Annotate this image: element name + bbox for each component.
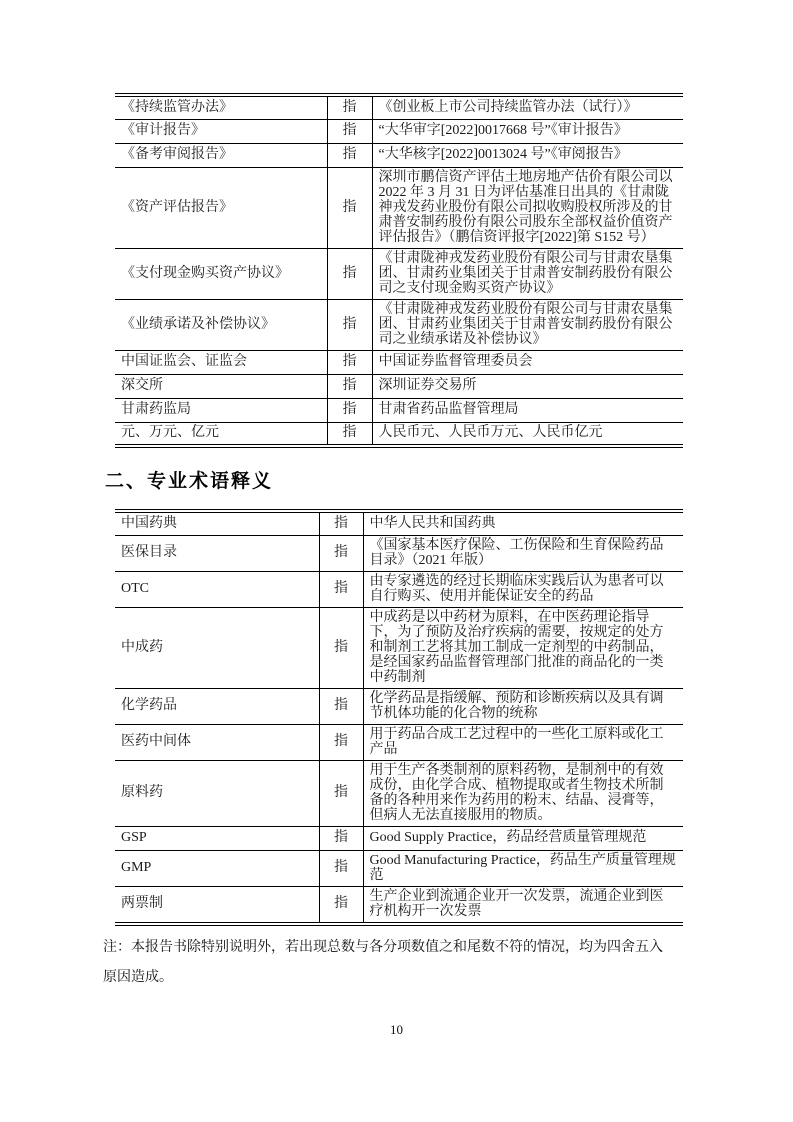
term-cell: 《资产评估报告》 xyxy=(115,167,327,248)
definition-cell: 用于药品合成工艺过程中的一些化工原料或化工产品 xyxy=(363,724,683,760)
term-row xyxy=(115,511,683,535)
definition-cell: 人民币元、人民币万元、人民币亿元 xyxy=(378,425,603,441)
definition-cell: 由专家遴选的经过长期临床实践后认为患者可以自行购买、使用并能保证安全的药品 xyxy=(363,571,683,607)
definition-cell: Good Supply Practice，药品经营质量管理规范 xyxy=(363,826,683,850)
definition-cell: 《国家基本医疗保险、工伤保险和生育保险药品目录》（2021 年版） xyxy=(363,535,683,571)
pointer-cell: 指 xyxy=(327,95,372,119)
pointer-cell: 指 xyxy=(319,850,363,886)
term-cell: 两票制 xyxy=(121,896,163,911)
pointer-cell: 指 xyxy=(319,760,363,826)
term-cell: 医保目录 xyxy=(115,535,319,571)
term-row xyxy=(115,850,683,886)
term-row xyxy=(115,607,683,688)
pointer-cell: 指 xyxy=(327,119,372,143)
definition-row xyxy=(115,248,683,299)
definition-cell: 化学药品是指缓解、预防和诊断疾病以及具有调节机体功能的化合物的统称 xyxy=(363,688,683,724)
definition-row xyxy=(115,374,683,398)
pointer-cell: 指 xyxy=(327,248,372,299)
definition-row xyxy=(115,398,683,422)
pointer-cell: 指 xyxy=(327,350,372,374)
pointer-cell: 指 xyxy=(327,374,372,398)
term-cell: 《业绩承诺及补偿协议》 xyxy=(115,299,327,350)
definition-cell: 深圳证券交易所 xyxy=(372,374,683,398)
pointer-cell: 指 xyxy=(319,688,363,724)
term-row xyxy=(115,571,683,607)
term-row xyxy=(115,760,683,826)
term-cell: OTC xyxy=(115,571,319,607)
page-number: 10 xyxy=(390,1022,403,1037)
definition-cell: 生产企业到流通企业开一次发票，流通企业到医疗机构开一次发票 xyxy=(369,888,664,919)
pointer-cell: 指 xyxy=(327,398,372,422)
term-cell: 甘肃药监局 xyxy=(115,398,327,422)
definition-cell: 中成药是以中药材为原料，在中医药理论指导下，为了预防及治疗疾病的需要，按规定的处方和制剂工艺将其加工制成一定剂型的中药制品，是经国家药品监督管理部门批准的商品化的一类中药制剂 xyxy=(363,607,683,688)
footnote: 注：本报告书除特别说明外，若出现总数与各分项数值之和尾数不符的情况，均为四舍五入原因造成。 xyxy=(103,939,663,985)
definition-cell: 中国证券监督管理委员会 xyxy=(372,350,683,374)
pointer-cell: 指 xyxy=(327,422,372,446)
definition-cell: 《甘肃陇神戎发药业股份有限公司与甘肃农垦集团、甘肃药业集团关于甘肃普安制药股份有限公司之支付现金购买资产协议》 xyxy=(372,248,683,299)
definition-cell: “大华审字[2022]0017668 号”《审计报告》 xyxy=(372,119,683,143)
definitions-table xyxy=(115,93,683,448)
pointer-cell: 指 xyxy=(327,167,372,248)
definition-row xyxy=(115,299,683,350)
pointer-cell: 指 xyxy=(319,886,363,924)
section-title: 二、专业术语释义 xyxy=(105,471,274,492)
term-cell: 深交所 xyxy=(115,374,327,398)
term-row xyxy=(115,826,683,850)
term-row xyxy=(115,724,683,760)
term-cell: 医药中间体 xyxy=(115,724,319,760)
term-row xyxy=(115,535,683,571)
pointer-cell: 指 xyxy=(319,571,363,607)
term-cell: 《备考审阅报告》 xyxy=(115,143,327,167)
term-cell: 中国证监会、证监会 xyxy=(115,350,327,374)
definition-row xyxy=(115,95,683,119)
definition-row xyxy=(115,119,683,143)
pointer-cell: 指 xyxy=(319,511,363,535)
term-cell: 《支付现金购买资产协议》 xyxy=(115,248,327,299)
term-row xyxy=(115,688,683,724)
term-cell: 化学药品 xyxy=(115,688,319,724)
term-cell: 中国药典 xyxy=(115,511,319,535)
terms-table xyxy=(115,509,683,926)
definition-cell: 《创业板上市公司持续监管办法（试行）》 xyxy=(372,95,683,119)
pointer-cell: 指 xyxy=(319,826,363,850)
definition-cell: 《甘肃陇神戎发药业股份有限公司与甘肃农垦集团、甘肃药业集团关于甘肃普安制药股份有限公司之业绩承诺及补偿协议》 xyxy=(372,299,683,350)
pointer-cell: 指 xyxy=(327,299,372,350)
definition-cell: 深圳市鹏信资产评估土地房地产估价有限公司以 2022 年 3 月 31 日为评估基准日出具的《甘肃陇神戎发药业股份有限公司拟收购股权所涉及的甘肃普安制药股份有限公司股东全部权益价值资产评估报告》（鹏信资评报字[2022]第 S152 号） xyxy=(372,167,683,248)
definition-row xyxy=(115,422,683,446)
term-cell: 中成药 xyxy=(115,607,319,688)
term-row xyxy=(115,886,683,924)
definition-cell: 甘肃省药品监督管理局 xyxy=(372,398,683,422)
definition-row xyxy=(115,167,683,248)
pointer-cell: 指 xyxy=(327,143,372,167)
pointer-cell: 指 xyxy=(319,724,363,760)
term-cell: GSP xyxy=(115,826,319,850)
definition-cell: Good Manufacturing Practice，药品生产质量管理规范 xyxy=(363,850,683,886)
term-cell: 《持续监管办法》 xyxy=(115,95,327,119)
definition-cell: 中华人民共和国药典 xyxy=(363,511,683,535)
definition-cell: 用于生产各类制剂的原料药物，是制剂中的有效成份，由化学合成、植物提取或者生物技术所制备的各种用来作为药用的粉末、结晶、浸膏等，但病人无法直接服用的物质。 xyxy=(363,760,683,826)
definition-row xyxy=(115,143,683,167)
term-cell: 元、万元、亿元 xyxy=(121,425,219,441)
term-cell: 《审计报告》 xyxy=(115,119,327,143)
definition-cell: “大华核字[2022]0013024 号”《审阅报告》 xyxy=(372,143,683,167)
definition-row xyxy=(115,350,683,374)
pointer-cell: 指 xyxy=(319,535,363,571)
term-cell: 原料药 xyxy=(115,760,319,826)
term-cell: GMP xyxy=(115,850,319,886)
pointer-cell: 指 xyxy=(319,607,363,688)
